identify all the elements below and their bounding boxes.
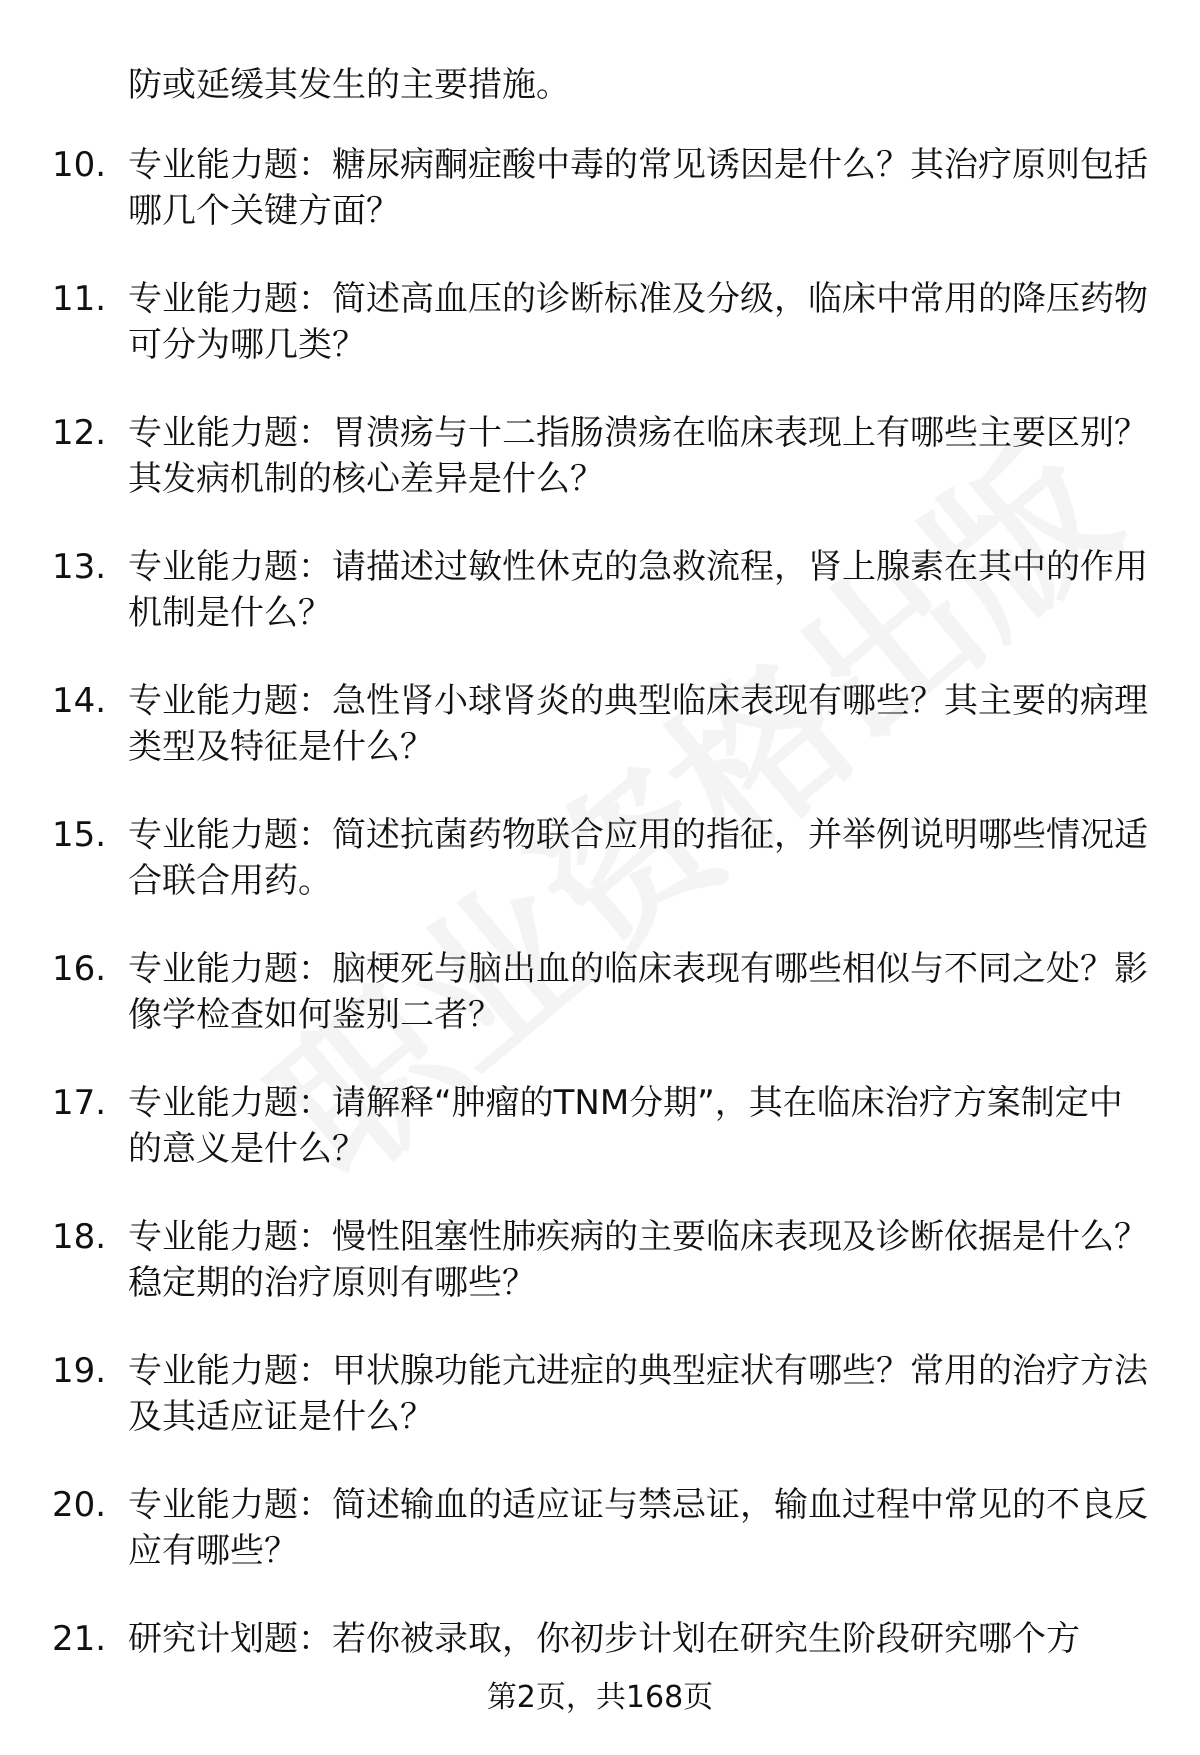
question-number: 13. [52, 547, 107, 587]
question-number: 14. [52, 681, 107, 721]
question-number: 17. [52, 1083, 107, 1123]
question-item-19 [0, 1348, 1200, 1482]
page-number-footer: 第2页，共168页 [486, 1680, 714, 1715]
question-text: 专业能力题：糖尿病酮症酸中毒的常见诱因是什么？其治疗原则包括哪几个关键方面？ [128, 145, 1148, 231]
question-text: 专业能力题：简述高血压的诊断标准及分级，临床中常用的降压药物可分为哪几类？ [128, 279, 1148, 365]
question-text: 专业能力题：急性肾小球肾炎的典型临床表现有哪些？其主要的病理类型及特征是什么？ [128, 681, 1148, 767]
question-item-14 [0, 678, 1200, 812]
question-text: 专业能力题：请解释“肿瘤的TNM分期”，其在临床治疗方案制定中的意义是什么？ [128, 1083, 1123, 1169]
question-item-18 [0, 1214, 1200, 1348]
question-text: 专业能力题：简述抗菌药物联合应用的指征，并举例说明哪些情况适合联合用药。 [128, 815, 1148, 901]
question-number: 20. [52, 1485, 107, 1525]
question-item-20 [0, 1482, 1200, 1616]
question-text: 研究计划题：若你被录取，你初步计划在研究生阶段研究哪个方 [128, 1619, 1080, 1659]
question-item-16 [0, 946, 1200, 1080]
question-text: 专业能力题：慢性阻塞性肺疾病的主要临床表现及诊断依据是什么？稳定期的治疗原则有哪些？ [128, 1217, 1148, 1303]
question-number: 18. [52, 1217, 107, 1257]
question-number: 19. [52, 1351, 107, 1391]
question-number: 12. [52, 413, 107, 453]
question-number: 15. [52, 815, 107, 855]
question-item-11 [0, 276, 1200, 410]
question-item-15 [0, 812, 1200, 946]
question-list [0, 142, 1200, 1750]
question-text: 专业能力题：请描述过敏性休克的急救流程，肾上腺素在其中的作用机制是什么？ [128, 547, 1148, 633]
question-number: 21. [52, 1619, 107, 1659]
question-item-13 [0, 544, 1200, 678]
question-item-10 [0, 142, 1200, 276]
question-text: 专业能力题：胃溃疡与十二指肠溃疡在临床表现上有哪些主要区别？其发病机制的核心差异是什么？ [128, 413, 1148, 499]
question-item-12 [0, 410, 1200, 544]
question-text: 专业能力题：简述输血的适应证与禁忌证，输血过程中常见的不良反应有哪些？ [128, 1485, 1148, 1571]
question-number: 10. [52, 145, 107, 185]
question-text: 专业能力题：甲状腺功能亢进症的典型症状有哪些？常用的治疗方法及其适应证是什么？ [128, 1351, 1148, 1437]
question-text: 专业能力题：脑梗死与脑出血的临床表现有哪些相似与不同之处？影像学检查如何鉴别二者？ [128, 949, 1148, 1035]
question-item-17 [0, 1080, 1200, 1214]
question-number: 11. [52, 279, 107, 319]
question-number: 16. [52, 949, 107, 989]
continuation-text: 防或延缓其发生的主要措施。 [128, 65, 570, 105]
